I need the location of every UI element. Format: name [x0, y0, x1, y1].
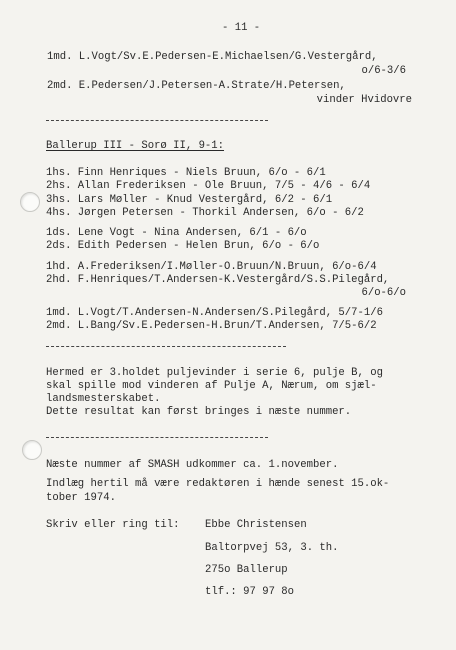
result-score: o/6-3/6: [361, 65, 406, 77]
doubles-line: 1hd. A.Frederiksen/I.Møller-O.Bruun/N.Bruun, 6/o-6/4: [46, 261, 377, 273]
contact-name: Ebbe Christensen: [205, 519, 307, 531]
paragraph-line: landsmesterskabet.: [46, 393, 161, 405]
doubles-score: 6/o-6/o: [361, 287, 406, 299]
singles-line: 3hs. Lars Møller - Knud Vestergård, 6/2 - 6/1: [46, 194, 333, 206]
match-title: Ballerup III - Sorø II, 9-1:: [46, 140, 225, 152]
contact-phone: tlf.: 97 97 8o: [205, 586, 295, 598]
mixed-line: 1md. L.Vogt/T.Andersen-N.Andersen/S.Pilegård, 5/7-1/6: [46, 307, 383, 319]
page-number: - 11 -: [222, 22, 261, 34]
paragraph-line: Indlæg hertil må være redaktøren i hænde senest 15.ok-: [46, 478, 390, 490]
paragraph-line: skal spille mod vinderen af Pulje A, Nærum, om sjæl-: [46, 380, 377, 392]
paragraph-line: Dette resultat kan først bringes i næste nummer.: [46, 406, 352, 418]
result-outcome: vinder Hvidovre: [316, 94, 412, 106]
contact-label: Skriv eller ring til:: [46, 519, 180, 531]
singles-line: 1hs. Finn Henriques - Niels Bruun, 6/o - 6/1: [46, 167, 326, 179]
ladies-line: 2ds. Edith Pedersen - Helen Brun, 6/o - 6/o: [46, 240, 320, 252]
result-line: 1md. L.Vogt/Sv.E.Pedersen-E.Michaelsen/G.Vestergård,: [47, 51, 378, 63]
paragraph-line: tober 1974.: [46, 492, 116, 504]
contact-city: 275o Ballerup: [205, 564, 288, 576]
divider: [46, 120, 268, 121]
divider: [46, 437, 268, 438]
paragraph-line: Hermed er 3.holdet puljevinder i serie 6, pulje B, og: [46, 367, 383, 379]
mixed-line: 2md. L.Bang/Sv.E.Pedersen-H.Brun/T.Andersen, 7/5-6/2: [46, 320, 377, 332]
result-line: 2md. E.Pedersen/J.Petersen-A.Strate/H.Petersen,: [47, 80, 346, 92]
punch-hole-icon: [20, 192, 40, 212]
singles-line: 2hs. Allan Frederiksen - Ole Bruun, 7/5 - 4/6 - 6/4: [46, 180, 371, 192]
punch-hole-icon: [22, 440, 42, 460]
divider: [46, 346, 286, 347]
singles-line: 4hs. Jørgen Petersen - Thorkil Andersen, 6/o - 6/2: [46, 207, 364, 219]
ladies-line: 1ds. Lene Vogt - Nina Andersen, 6/1 - 6/o: [46, 227, 307, 239]
contact-address: Baltorpvej 53, 3. th.: [205, 542, 339, 554]
paragraph-line: Næste nummer af SMASH udkommer ca. 1.november.: [46, 459, 339, 471]
doubles-line: 2hd. F.Henriques/T.Andersen-K.Vestergård/S.S.Pilegård,: [46, 274, 390, 286]
